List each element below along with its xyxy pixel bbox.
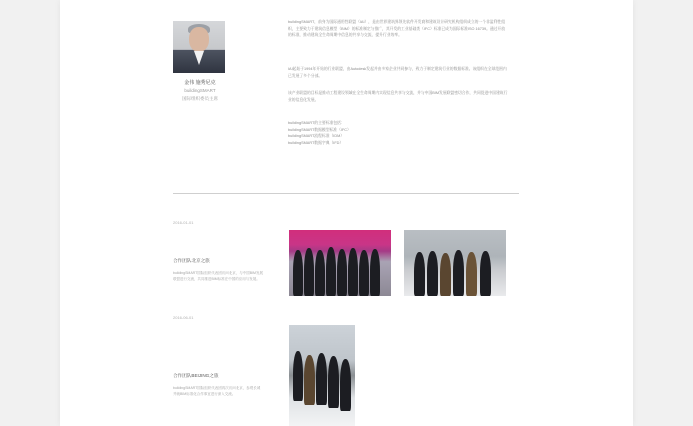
person-figure xyxy=(304,248,314,296)
event-date: 2016-01-01 xyxy=(173,220,194,225)
profile-org: buildingSMART xyxy=(184,88,216,93)
event-title[interactable]: 合作团队BEIJING之旅 xyxy=(173,373,219,378)
person-figure xyxy=(359,250,369,296)
person-figure xyxy=(315,250,325,296)
event-description: buildingSMART国际组织代表团再次访问北京，参观长城并就BIM标准化合作事宜进行深入交流。 xyxy=(173,386,261,396)
event-photo-great-wall[interactable] xyxy=(289,325,355,426)
person-figure xyxy=(480,251,491,296)
person-figure xyxy=(453,250,464,296)
person-figure xyxy=(293,351,303,401)
intro-paragraph-3: 该产业联盟的目标是推动工程建设领域在全生命周期内实现信息共享与交流，并与中国BIM发展联盟密切合作，共同促进中国建筑行业的信息化发展。 xyxy=(288,91,508,102)
person-figure xyxy=(370,249,380,296)
person-figure xyxy=(316,353,327,405)
intro-paragraph-2: IAI起始于1994年开始的行业联盟，由Autodesk发起并由多家企业共同参与，致力于制定建筑行业的数据标准。该组织在全球范围内已发展了多个分部。 xyxy=(288,67,507,78)
person-figure xyxy=(348,248,358,296)
person-figure xyxy=(340,359,351,411)
intro-paragraph-4: buildingSMART的主要标准包括： buildingSMART数据模型标准（IFC） buildingSMART流程标准（IDM） buildingSMART数据字典（IFD） xyxy=(288,121,351,145)
person-figure xyxy=(293,250,303,296)
event-title[interactable]: 合作团队北京之旅 xyxy=(173,258,210,263)
event-date: 2016-06-01 xyxy=(173,315,194,320)
profile-photo xyxy=(173,21,225,73)
person-figure xyxy=(337,249,347,296)
profile-role: 国际组织委员主席 xyxy=(182,96,218,101)
person-figure xyxy=(328,356,339,408)
person-figure xyxy=(304,355,315,405)
person-figure xyxy=(440,253,451,296)
person-figure xyxy=(466,252,477,296)
event-description: buildingSMART国际组织代表团访问北京，与中国BIM发展联盟进行交流，共同推进BIM标准在中国的应用与发展。 xyxy=(173,271,263,281)
portrait-collar xyxy=(194,51,204,65)
event-photo-group-outdoor[interactable] xyxy=(404,230,506,296)
person-figure xyxy=(414,252,425,296)
portrait-face xyxy=(189,27,209,52)
person-figure xyxy=(326,247,336,296)
section-divider xyxy=(173,193,519,194)
intro-paragraph-1: buildingSMART，前身为国际通用性联盟（IAI），是由世界建筑界领先软件开发商和建筑设计研究机构组织成立的一个非盈利性组织，主要致力于建筑信息模型（BIM）的标准制定与推广，其开发的工业基础类（IFC）标准已成为国际标准ISO 16739。通过开放的标准，推动建筑全生命周期中信息的共享与交流，提升行业效率。 xyxy=(288,20,506,38)
event-photo-group-indoor[interactable] xyxy=(289,230,391,296)
person-figure xyxy=(427,251,438,296)
profile-name: 金伟 施秀尼克 xyxy=(184,80,216,86)
